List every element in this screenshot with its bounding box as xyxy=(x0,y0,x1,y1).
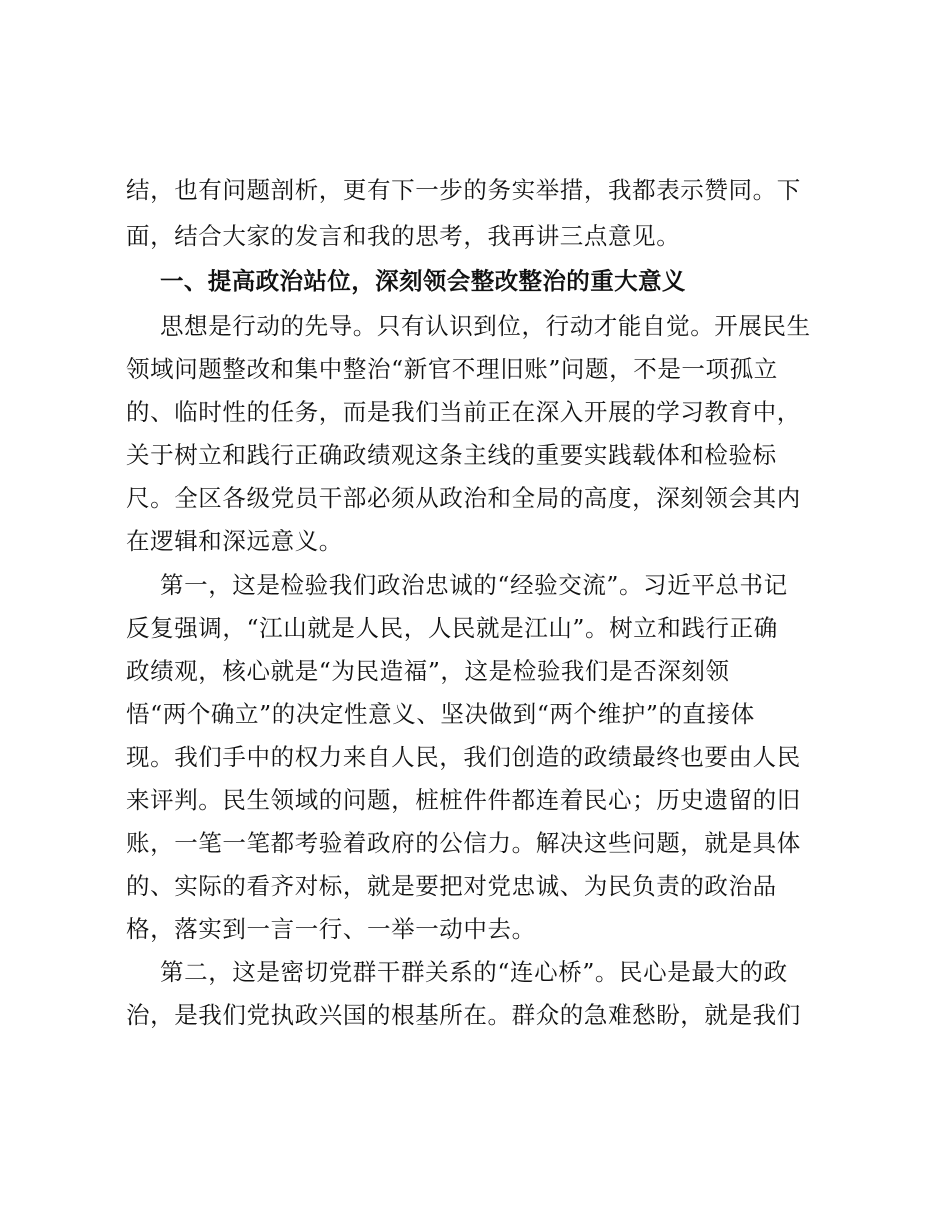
text-line-20: 治，是我们党执政兴国的根基所在。群众的急难愁盼，就是我们 xyxy=(126,1001,801,1029)
text-line-1: 结，也有问题剖析，更有下一步的务实举措，我都表示赞同。下 xyxy=(126,176,801,204)
text-line-11: 反复强调，“江山就是人民，人民就是江山”。树立和践行正确 xyxy=(126,614,778,642)
text-line-19: 第二，这是密切党群干群关系的“连心桥”。民心是最大的政 xyxy=(160,958,788,986)
text-line-8: 尺。全区各级党员干部必须从政治和全局的高度，深刻领会其内 xyxy=(126,484,801,512)
text-line-7: 关于树立和践行正确政绩观这条主线的重要实践载体和检验标 xyxy=(126,441,777,469)
text-line-12: 政绩观，核心就是“为民造福”，这是检验我们是否深刻领 xyxy=(126,657,730,685)
text-line-2: 面，结合大家的发言和我的思考，我再讲三点意见。 xyxy=(126,222,681,250)
text-line-10: 第一，这是检验我们政治忠诚的“经验交流”。习近平总书记 xyxy=(160,571,788,599)
text-line-4: 思想是行动的先导。只有认识到位，行动才能自觉。开展民生 xyxy=(160,312,811,340)
text-line-16: 账，一笔一笔都考验着政府的公信力。解决这些问题，就是具体 xyxy=(126,829,801,857)
text-line-15: 来评判。民生领域的问题，桩桩件件都连着民心；历史遗留的旧 xyxy=(126,786,801,814)
section-heading: 一、提高政治站位，深刻领会整改整治的重大意义 xyxy=(160,267,686,295)
text-line-18: 格，落实到一言一行、一举一动中去。 xyxy=(126,915,536,943)
text-line-5: 领域问题整改和集中整治“新官不理旧账”问题，不是一项孤立 xyxy=(126,355,778,383)
text-line-13: 悟“两个确立”的决定性意义、坚决做到“两个维护”的直接体 xyxy=(126,700,755,728)
text-line-6: 的、临时性的任务，而是我们当前正在深入开展的学习教育中， xyxy=(126,398,801,426)
text-line-14: 现。我们手中的权力来自人民，我们创造的政绩最终也要由人民 xyxy=(126,743,801,771)
text-line-9: 在逻辑和深远意义。 xyxy=(126,527,343,555)
text-line-17: 的、实际的看齐对标，就是要把对党忠诚、为民负责的政治品 xyxy=(126,872,777,900)
